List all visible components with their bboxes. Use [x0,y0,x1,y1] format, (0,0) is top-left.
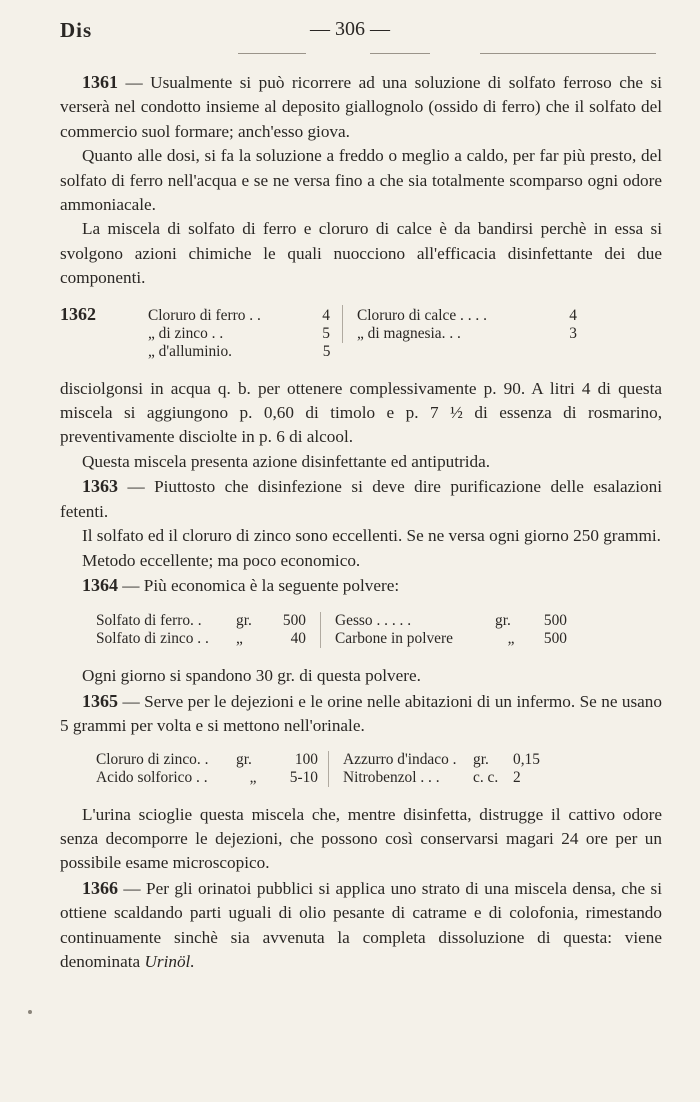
ingredient-qty: 3 [569,324,577,342]
ingredient-qty: 0,15 [513,750,540,768]
paragraph-1366 [60,876,662,975]
paragraph: La miscela di solfato di ferro e cloruro di calce è da bandirsi perchè in essa si svolgono azioni chimiche le quali nuocciono all'efficacia disinfettante dei due componenti. [60,219,662,288]
recipe-table [96,751,553,787]
ingredient-name: „ d'alluminio. [148,342,232,360]
recipe-row [96,751,553,769]
ingredient-name: Nitrobenzol . . . [329,769,474,787]
ingredient-qty: 500 [282,612,306,630]
ingredient-name: Cloruro di zinco. . [96,750,209,768]
page-number: — 306 — [310,18,390,40]
ingredient-qty: 4 [569,306,577,324]
paragraph-text: — Piuttosto che disinfezione si deve dire purificazione delle esalazioni fetenti. [60,477,662,521]
header-rule-center [370,53,430,54]
recipe-row [96,630,567,648]
entry-number: 1364 [82,574,118,595]
term-italic: Urinöl. [144,951,195,971]
ingredient-qty: 500 [543,630,567,648]
header-rule-left [238,53,306,54]
ingredient-name: „ di magnesia. . . [343,325,548,343]
ingredient-qty: 5-10 [289,768,318,786]
ingredient-name: Solfato di ferro. . [96,612,202,630]
ingredient-name: Carbone in polvere [321,630,496,648]
paragraph-1361 [60,70,662,144]
ingredient-qty: 100 [294,750,318,768]
paragraph-text: — Più economica è la seguente polvere: [118,575,400,595]
ingredient-qty: 2 [513,768,521,786]
entry-number: 1363 [82,476,118,497]
entry-number: 1362 [60,303,96,324]
ingredient-name: Gesso . . . . . [321,612,496,630]
ingredient-qty: 40 [290,630,306,648]
recipe-table [96,612,567,648]
ingredient-qty: 500 [543,612,567,630]
paragraph: L'urina scioglie questa miscela che, mentre disinfetta, distrugge il cattivo odore senza decomporre le dejezioni, che possono così conservarsi magari 24 ore per un possibile esame microscopico. [60,804,662,873]
recipe-1362 [60,305,662,361]
entry-number: 1366 [82,877,118,898]
paragraph-text: — Usualmente si può ricorrere ad una soluzione di solfato ferroso che si verserà nel condotto insieme al deposito giallognolo (ossido di ferro) che il solfato del commercio suol formare; anch'esso giova. [60,73,662,141]
paragraph: Quanto alle dosi, si fa la soluzione a freddo o meglio a caldo, per far più presto, del solfato di ferro nell'acqua e se ne versa fino a che sia totalmente scomparso ogni odore ammoniacale. [60,146,662,215]
ingredient-qty: 4 [322,306,330,324]
page-header [0,18,700,48]
paragraph: disciolgonsi in acqua q. b. per ottenere complessivamente p. 90. A litri 4 di questa miscela si aggiungono p. 0,60 di timolo e p. 7 ½ di essenza di rosmarino, preventivamente disciolte in p. 6 di alcool. [60,378,662,447]
paragraph-1365 [60,689,662,739]
recipe-row [60,305,577,325]
entry-number: 1365 [82,690,118,711]
ingredient-name: „ di zinco . . [148,324,224,342]
ingredient-qty: 5 [322,324,330,342]
paragraph: Questa miscela presenta azione disinfettante ed antiputrida. [82,451,491,471]
ingredient-unit: „ [236,630,243,648]
recipe-table [60,305,577,361]
paper-spot [28,1010,32,1014]
paragraph: Il solfato ed il cloruro di zinco sono eccellenti. Se ne versa ogni giorno 250 grammi. [82,526,661,546]
paragraph: Metodo eccellente; ma poco economico. [82,550,361,570]
entry-number: 1361 [82,72,118,92]
recipe-row [60,343,577,361]
ingredient-name: Cloruro di ferro . . [148,306,261,324]
ingredient-unit: gr. [236,750,252,768]
ingredient-unit: gr. [473,750,489,768]
ingredient-qty [547,343,577,361]
ingredient-name: Acido solforico . . [96,768,208,786]
ingredient-unit: gr. [495,612,511,630]
ingredient-unit: c. c. [473,768,499,786]
ingredient-name: Azzurro d'indaco . [329,751,474,769]
paragraph: Ogni giorno si spandono 30 gr. di questa polvere. [82,666,421,686]
paragraph-1364 [60,573,662,598]
ingredient-unit: „ [249,768,257,786]
ingredient-qty: 5 [322,342,331,360]
header-rule-right [480,53,656,54]
recipe-row [96,769,553,787]
paragraph-text: — Serve per le dejezioni e le orine nelle abitazioni di un infermo. Se ne usano 5 grammi per volta e si mettono nell'orinale. [60,691,662,736]
paragraph-text: — Per gli orinatoi pubblici si applica uno strato di una miscela densa, che si ottiene scaldando parti uguali di olio pesante di catrame e di colofonia, rimestando continuamente sinchè sia avvenuta la completa dissoluzione di questa: viene denominata [60,878,662,971]
ingredient-name: Cloruro di calce . . . . [343,305,548,325]
recipe-row [60,325,577,343]
recipe-1364 [96,612,662,648]
recipe-1365 [96,751,662,787]
section-heading: Dis [60,18,93,42]
ingredient-name: Solfato di zinco . . [96,630,209,648]
ingredient-unit: „ [507,630,515,648]
recipe-row [96,612,567,630]
page-body [60,70,662,974]
ingredient-name [343,343,548,361]
ingredient-unit: gr. [236,612,252,630]
paragraph-1363 [60,474,662,524]
